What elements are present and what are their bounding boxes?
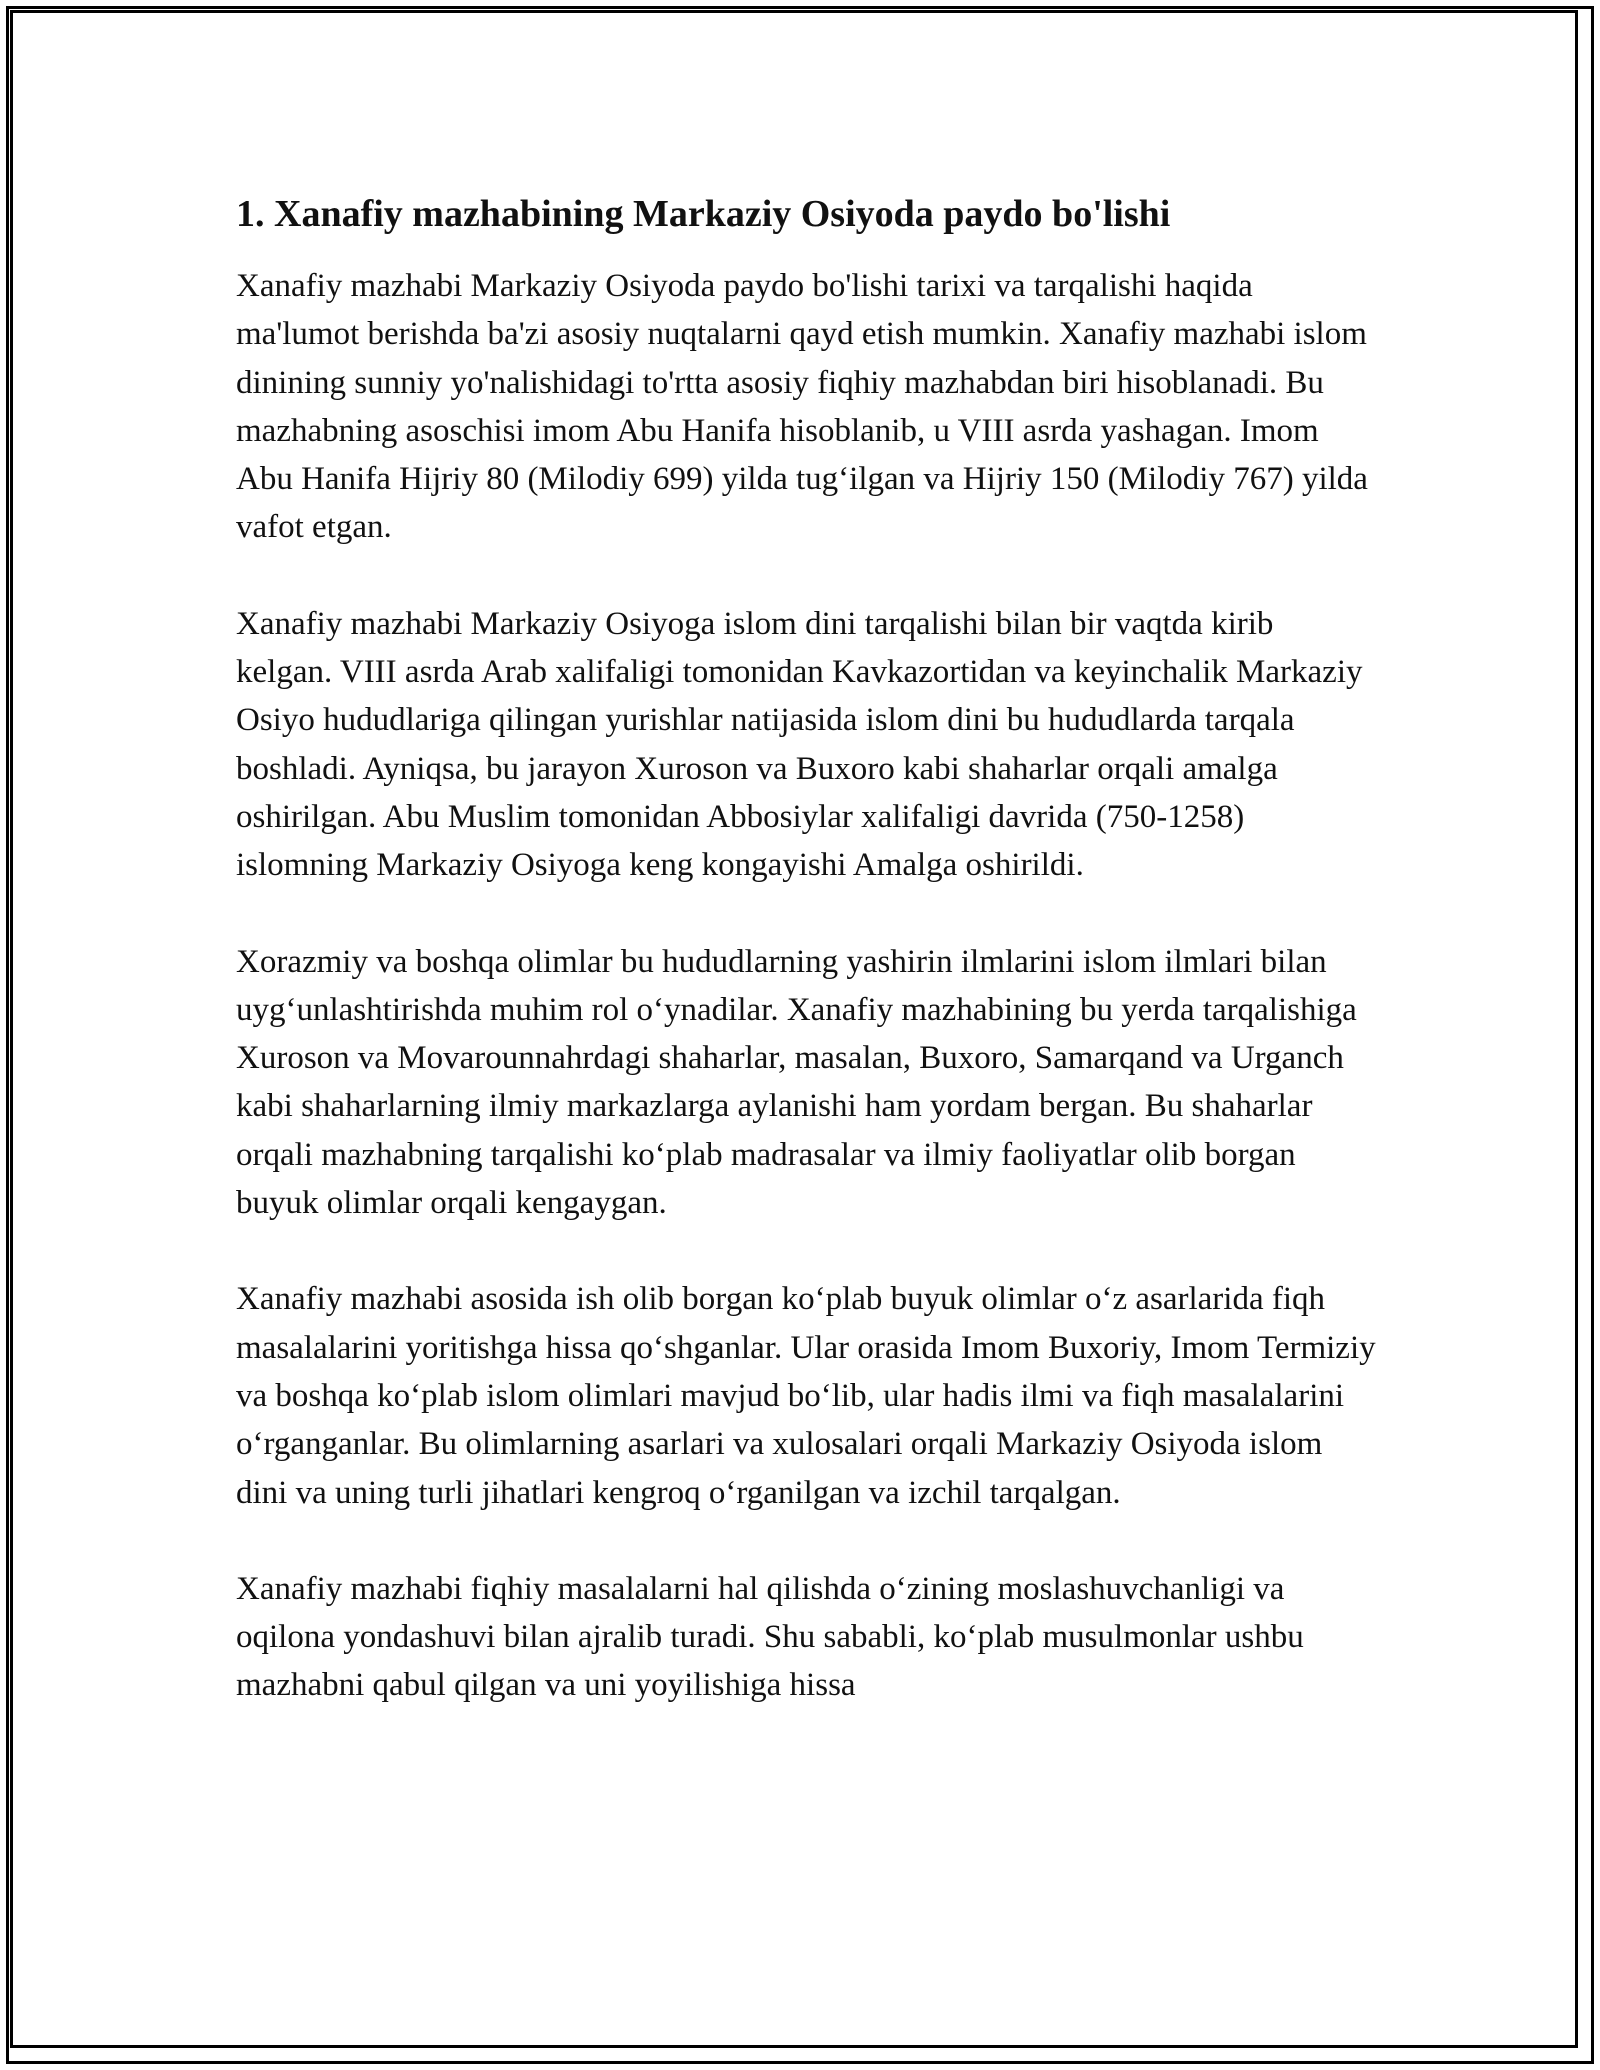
paragraph-3: Xorazmiy va boshqa olimlar bu hududlarning yashirin ilmlarini islom ilmlari bilan uyg‘unlashtirishda muhim rol o‘ynadilar. Xanafiy mazhabining bu yerda tarqalishiga Xuroson va Movarounnahrdagi shaharlar, masalan, Buxoro, Samarqand va Urganch kabi shaharlarning ilmiy markazlarga aylanishi ham yordam bergan. Bu shaharlar orqali mazhabning tarqalishi ko‘plab madrasalar va ilmiy faoliyatlar olib borgan buyuk olimlar orqali kengaygan. xyxy=(236,943,1357,1222)
paragraph-1: Xanafiy mazhabi Markaziy Osiyoda paydo bo'lishi tarixi va tarqalishi haqida ma'lumot berishda ba'zi asosiy nuqtalarni qayd etish mumkin. Xanafiy mazhabi islom dinining sunniy yo'nalishidagi to'rtta asosiy fiqhiy mazhabdan biri hisoblanadi. Bu mazhabning asoschisi imom Abu Hanifa hisoblanib, u VIII asrda yashagan. Imom Abu Hanifa Hijriy 80 (Milodiy 699) yilda tug‘ilgan va Hijriy 150 (Milodiy 767) yilda vafot etgan. xyxy=(236,268,1368,546)
section-heading: 1. Xanafiy mazhabining Markaziy Osiyoda paydo bo'lishi xyxy=(236,193,1171,235)
paragraph-5: Xanafiy mazhabi fiqhiy masalalarni hal qilishda o‘zining moslashuvchanligi va oqilona yondashuvi bilan ajralib turadi. Shu sababli, ko‘plab musulmonlar ushbu mazhabni qabul qilgan va uni yoyilishiga hissa xyxy=(236,1570,1304,1704)
document-body xyxy=(236,188,1376,1758)
paragraph-2: Xanafiy mazhabi Markaziy Osiyoga islom dini tarqalishi bilan bir vaqtda kirib kelgan. VIII asrda Arab xalifaligi tomonidan Kavkazortidan va keyinchalik Markaziy Osiyo hududlariga qilingan yurishlar natijasida islom dini bu hududlarda tarqala boshladi. Ayniqsa, bu jarayon Xuroson va Buxoro kabi shaharlar orqali amalga oshirilgan. Abu Muslim tomonidan Abbosiylar xalifaligi davrida (750-1258) islomning Markaziy Osiyoga keng kongayishi Amalga oshirildi. xyxy=(236,605,1363,884)
paragraph-4: Xanafiy mazhabi asosida ish olib borgan ko‘plab buyuk olimlar o‘z asarlarida fiqh masalalarini yoritishga hissa qo‘shganlar. Ular orasida Imom Buxoriy, Imom Termiziy va boshqa ko‘plab islom olimlari mavjud bo‘lib, ular hadis ilmi va fiqh masalalarini o‘rganganlar. Bu olimlarning asarlari va xulosalari orqali Markaziy Osiyoda islom dini va uning turli jihatlari kengroq o‘rganilgan va izchil tarqalgan. xyxy=(236,1281,1376,1511)
